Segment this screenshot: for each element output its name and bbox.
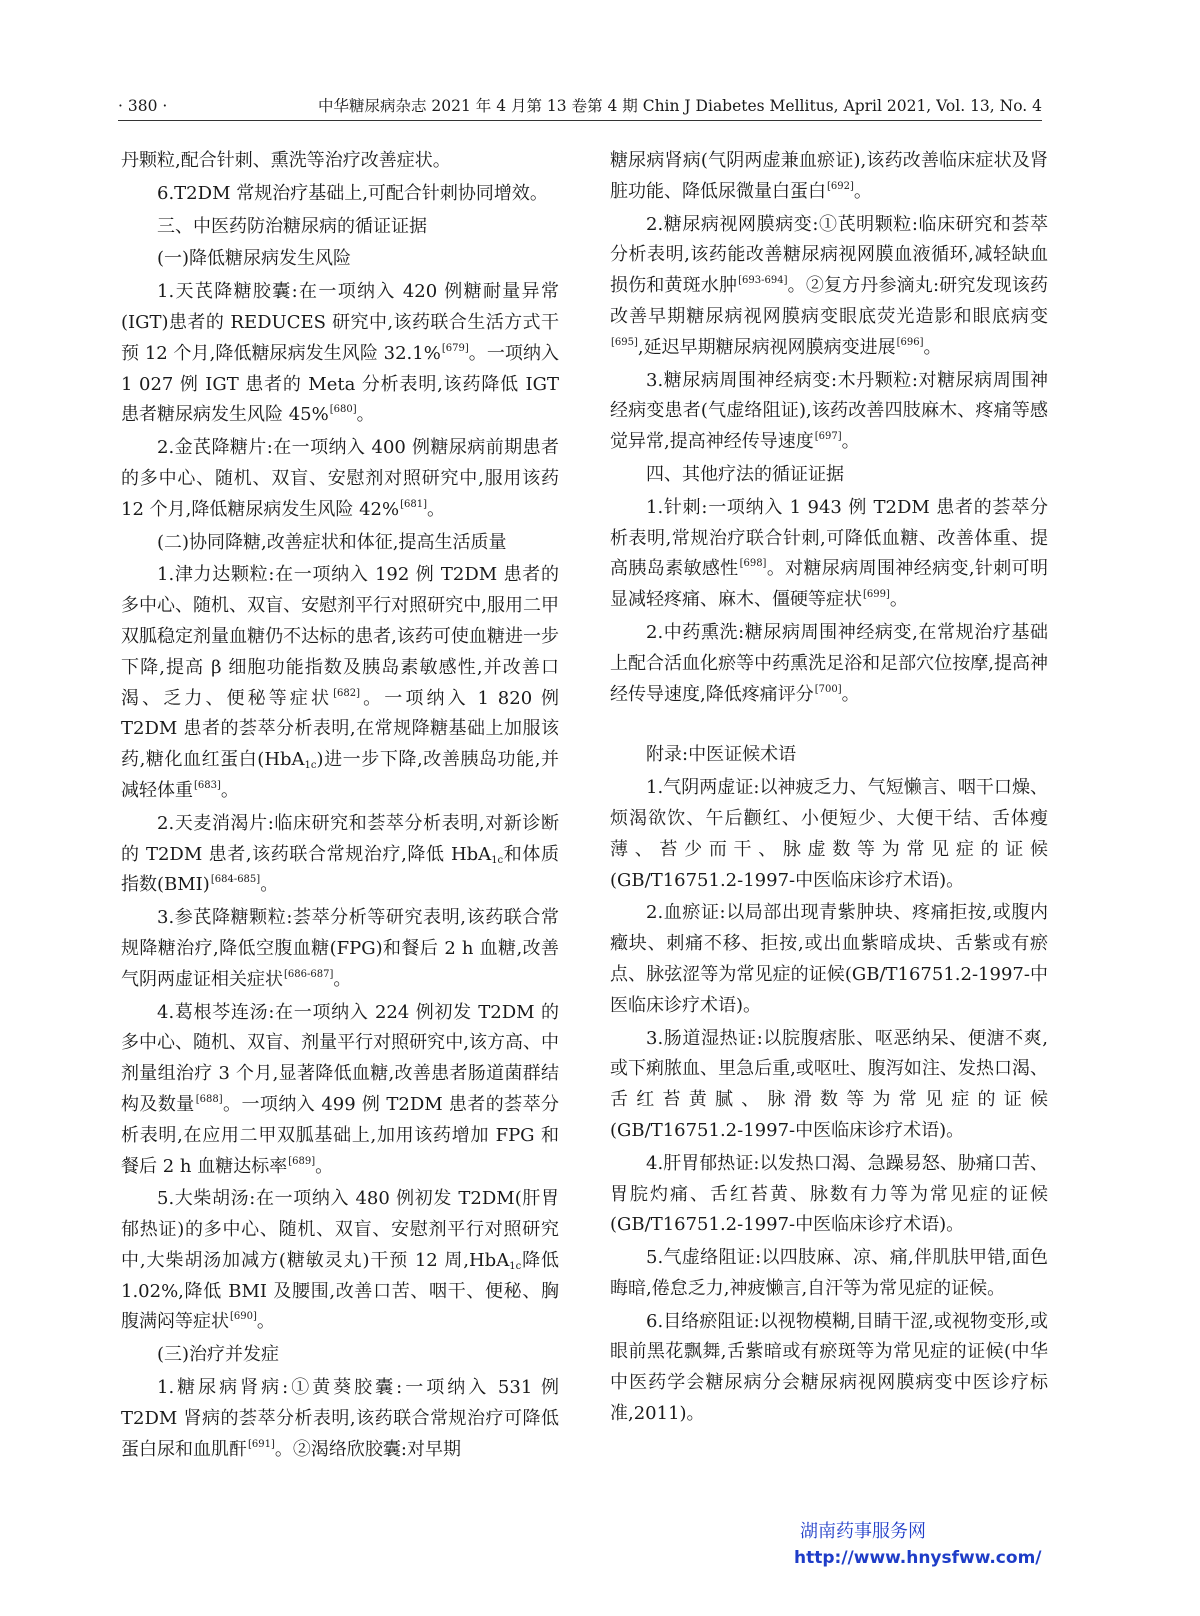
citation-ref: [682] — [333, 687, 361, 699]
citation-ref: [681] — [400, 498, 427, 510]
citation-ref: [700] — [814, 683, 842, 695]
paragraph: 糖尿病肾病(气阴两虚兼血瘀证),该药改善临床症状及肾脏功能、降低尿微量白蛋白[692]。 — [610, 150, 1048, 202]
paragraph: 5.气虚络阻证:以四肢麻、凉、痛,伴肌肤甲错,面色晦暗,倦怠乏力,神疲懒言,自汗等为常见症的证候。 — [610, 1247, 1048, 1299]
paragraph: 2.糖尿病视网膜病变:①芪明颗粒:临床研究和荟萃分析表明,该药能改善糖尿病视网膜血液循环,减轻缺血损伤和黄斑水肿[693-694]。②复方丹参滴丸:研究发现该药改善早期糖尿病视网膜病变眼底荧光造影和眼底病变[695],延迟早期糖尿病视网膜病变进展[696]。 — [610, 213, 1048, 358]
citation-ref: [688] — [195, 1093, 223, 1105]
citation-ref: [699] — [863, 589, 890, 601]
paragraph: 1.天芪降糖胶囊:在一项纳入 420 例糖耐量异常(IGT)患者的 REDUCES 研究中,该药联合生活方式干预 12 个月,降低糖尿病发生风险 32.1%[679]。一项纳入 1 027 例 IGT 患者的 Meta 分析表明,该药降低 IGT 患者糖尿病发生风险 45%[680]。 — [121, 281, 560, 426]
citation-ref: [689] — [288, 1155, 316, 1167]
citation-ref: [686-687] — [284, 968, 334, 980]
right-column — [610, 146, 1048, 1430]
paragraph: 6.目络瘀阻证:以视物模糊,目睛干涩,或视物变形,或眼前黑花飘舞,舌紫暗或有瘀斑等为常见症的证候(中华中医药学会糖尿病分会糖尿病视网膜病变中医诊疗标准,2011)。 — [610, 1310, 1048, 1425]
paragraph: 3.肠道湿热证:以脘腹痞胀、呕恶纳呆、便溏不爽,或下痢脓血、里急后重,或呕吐、腹泻如注、发热口渴、舌红苔黄腻、脉滑数等为常见症的证候(GB/T16751.2-1997-中医临床诊疗术语)。 — [610, 1027, 1048, 1141]
subsection-heading: (一)降低糖尿病发生风险 — [157, 248, 352, 270]
paragraph: 4.肝胃郁热证:以发热口渴、急躁易怒、胁痛口苦、胃脘灼痛、舌红苔黄、脉数有力等为常见症的证候(GB/T16751.2-1997-中医临床诊疗术语)。 — [610, 1152, 1048, 1236]
journal-citation: 中华糖尿病杂志 2021 年 4 月第 13 卷第 4 期 Chin J Diabetes Mellitus, April 2021, Vol. 13, No. 4 — [317, 97, 1042, 115]
header-rule — [118, 120, 1042, 121]
paragraph: 2.中药熏洗:糖尿病周围神经病变,在常规治疗基础上配合活血化瘀等中药熏洗足浴和足部穴位按摩,提高神经传导速度,降低疼痛评分[700]。 — [610, 621, 1048, 705]
paragraph: 3.参芪降糖颗粒:荟萃分析等研究表明,该药联合常规降糖治疗,降低空腹血糖(FPG)和餐后 2 h 血糖,改善气阴两虚证相关症状[686-687]。 — [121, 907, 559, 990]
citation-ref: [691] — [248, 1438, 275, 1450]
section-heading: 三、中医药防治糖尿病的循证证据 — [157, 215, 427, 237]
citation-ref: [684-685] — [210, 874, 261, 886]
paragraph: 6.T2DM 常规治疗基础上,可配合针刺协同增效。 — [157, 182, 548, 204]
paragraph: 1.津力达颗粒:在一项纳入 192 例 T2DM 患者的多中心、随机、双盲、安慰剂平行对照研究中,服用二甲双胍稳定剂量血糖仍不达标的患者,该药可使血糖进一步下降,提高 β 细胞功能指数及胰岛素敏感性,并改善口渴、乏力、便秘等症状[682]。一项纳入 1 820 例 T2DM 患者的荟萃分析表明,在常规降糖基础上加服该药,糖化血红蛋白(HbA$_{1c}$)进一步下降,改善胰岛功能,并减轻体重[683]。 — [121, 564, 559, 801]
citation-ref: [698] — [739, 558, 767, 570]
paragraph: 2.血瘀证:以局部出现青紫肿块、疼痛拒按,或腹内癥块、刺痛不移、拒按,或出血紫暗成块、舌紫或有瘀点、脉弦涩等为常见症的证候(GB/T16751.2-1997-中医临床诊疗术语)。 — [610, 902, 1048, 1016]
citation-ref: [697] — [814, 431, 842, 443]
paragraph: 2.金芪降糖片:在一项纳入 400 例糖尿病前期患者的多中心、随机、双盲、安慰剂对照研究中,服用该药 12 个月,降低糖尿病发生风险 42%[681]。 — [121, 437, 559, 520]
paragraph: 2.天麦消渴片:临床研究和荟萃分析表明,对新诊断的 T2DM 患者,该药联合常规治疗,降低 HbA$_{1c}$和体质指数(BMI)[684-685]。 — [121, 812, 559, 896]
paragraph: 5.大柴胡汤:在一项纳入 480 例初发 T2DM(肝胃郁热证)的多中心、随机、双盲、安慰剂平行对照研究中,大柴胡汤加减方(糖敏灵丸)干预 12 周,HbA$_{1c}$降低 1.02%,降低 BMI 及腰围,改善口苦、咽干、便秘、胸腹满闷等症状[690]。 — [121, 1188, 560, 1333]
paragraph: 1.针刺:一项纳入 1 943 例 T2DM 患者的荟萃分析表明,常规治疗联合针刺,可降低血糖、改善体重、提高胰岛素敏感性[698]。对糖尿病周围神经病变,针刺可明显减轻疼痛、麻木、僵硬等症状[699]。 — [610, 496, 1048, 611]
site-name: 湖南药事服务网 — [800, 1521, 926, 1542]
paragraph: 丹颗粒,配合针刺、熏洗等治疗改善症状。 — [121, 150, 451, 171]
running-header — [118, 94, 1042, 118]
subsection-heading: (二)协同降糖,改善症状和体征,提高生活质量 — [157, 531, 507, 553]
citation-ref: [695] — [611, 336, 638, 348]
citation-ref: [693-694] — [738, 275, 788, 287]
paragraph: 1.糖尿病肾病:①黄葵胶囊:一项纳入 531 例 T2DM 肾病的荟萃分析表明,该药联合常规治疗可降低蛋白尿和血肌酐[691]。②渴络欣胶囊:对早期 — [121, 1377, 559, 1460]
paragraph: 3.糖尿病周围神经病变:木丹颗粒:对糖尿病周围神经病变患者(气虚络阻证),该药改善四肢麻木、疼痛等感觉异常,提高神经传导速度[697]。 — [610, 369, 1048, 453]
citation-ref: [696] — [896, 336, 924, 348]
citation-ref: [690] — [230, 1311, 257, 1323]
subsection-heading: (三)治疗并发症 — [157, 1344, 280, 1366]
appendix-heading: 附录:中医证候术语 — [646, 744, 797, 766]
site-url-link[interactable]: http://www.hnysfww.com/ — [794, 1548, 1042, 1568]
citation-ref: [679] — [441, 342, 469, 354]
paragraph: 4.葛根芩连汤:在一项纳入 224 例初发 T2DM 的多中心、随机、双盲、剂量平行对照研究中,该方高、中剂量组治疗 3 个月,显著降低血糖,改善患者肠道菌群结构及数量[688]。一项纳入 499 例 T2DM 患者的荟萃分析表明,在应用二甲双胍基础上,加用该药增加 FPG 和餐后 2 h 血糖达标率[689]。 — [121, 1001, 560, 1177]
citation-ref: [680] — [329, 404, 357, 416]
page-number: · 380 · — [118, 97, 168, 115]
left-column — [121, 146, 559, 1465]
section-heading: 四、其他疗法的循证证据 — [646, 463, 844, 485]
paragraph: 1.气阴两虚证:以神疲乏力、气短懒言、咽干口燥、烦渴欲饮、午后颧红、小便短少、大便干结、舌体瘦薄、苔少而干、脉虚数等为常见症的证候(GB/T16751.2-1997-中医临床诊疗术语)。 — [610, 777, 1048, 891]
citation-ref: [683] — [194, 779, 221, 791]
citation-ref: [692] — [827, 180, 854, 192]
